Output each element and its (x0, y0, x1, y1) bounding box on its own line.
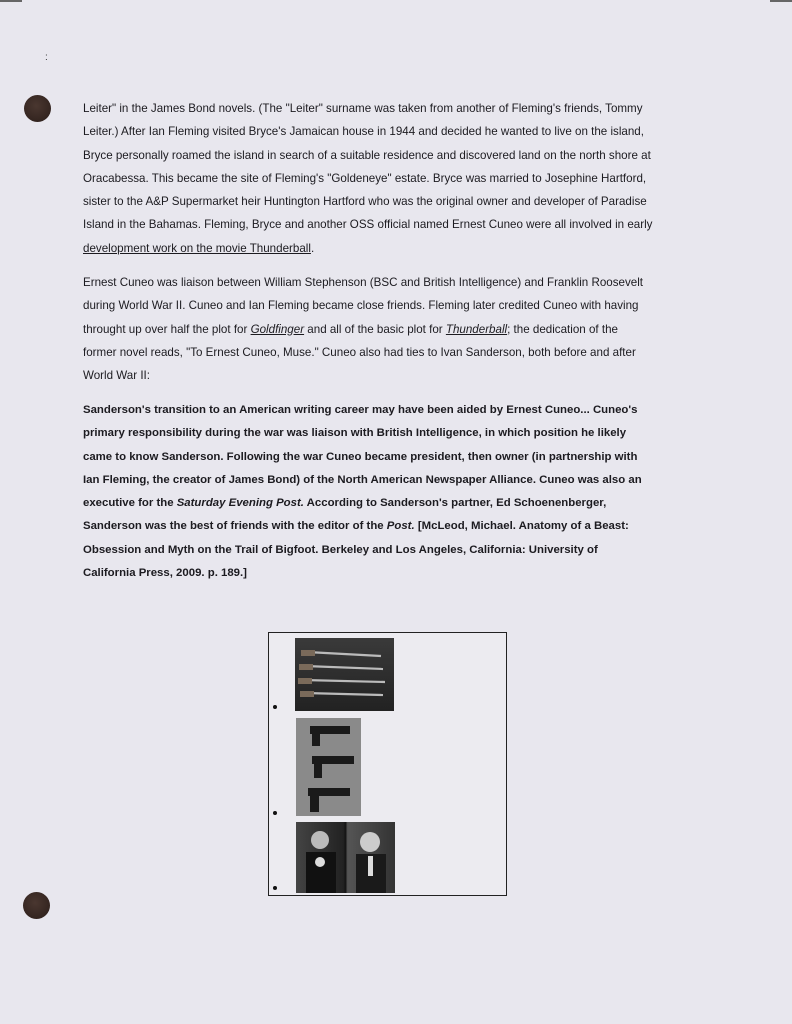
text-emphasis: Post. (386, 520, 415, 533)
text-line (83, 190, 703, 213)
text-run: Island in the Bahamas. Fleming, Bryce and another OSS official named Ernest Cuneo were all involved in early (83, 218, 653, 232)
text-emphasis: development work on the movie Thunderball (83, 241, 311, 255)
scan-edge-line (0, 0, 22, 2)
punch-hole-bottom (23, 892, 50, 919)
text-run: World War II: (83, 369, 150, 383)
text-line (83, 167, 703, 190)
bullet (273, 886, 277, 890)
text-line (83, 237, 703, 260)
scan-edge-line (770, 0, 792, 2)
pistols-drawing (296, 718, 361, 816)
text-line (83, 515, 703, 538)
text-emphasis: Thunderball (445, 322, 508, 336)
text-line (83, 213, 703, 236)
text-line (83, 399, 703, 422)
text-line (83, 562, 703, 585)
paragraph-bryce (83, 97, 703, 260)
text-run: primary responsibility during the war was liaison with British Intelligence, in which position he likely (83, 427, 627, 440)
text-run: Obsession and Myth on the Trail of Bigfoot. Berkeley and Los Angeles, California: University of (83, 543, 598, 556)
text-run: former novel reads, "To Ernest Cuneo, Muse." Cuneo also had ties to Ivan Sanderson, both before and after (83, 345, 636, 359)
text-run: executive for the (83, 497, 177, 510)
text-emphasis: Goldfinger (250, 322, 305, 336)
text-run: Ernest Cuneo was liaison between William Stephenson (BSC and British Intelligence) and Franklin Roosevelt (83, 276, 644, 289)
text-line (83, 364, 703, 387)
text-line (83, 294, 703, 317)
text-run: Bryce personally roamed the island in search of a suitable residence and discovered land on the north shore at (83, 148, 651, 162)
text-run: during World War II. Cuneo and Ian Fleming became close friends. Fleming later credited Cuneo with having (83, 299, 639, 313)
text-run: Sanderson's transition to an American writing career may have been aided by Ernest Cuneo... Cuneo's (83, 404, 638, 416)
film-still-photo (296, 822, 395, 893)
block-quote-sanderson (83, 399, 703, 585)
text-run: Ian Fleming, the creator of James Bond) of the North American Newspaper Alliance. Cuneo was also an (83, 473, 642, 486)
text-run: ; the dedication of the (507, 322, 618, 336)
image-figure (268, 632, 507, 896)
bullet (273, 811, 277, 815)
text-line (83, 492, 703, 515)
text-run: came to know Sanderson. Following the war Cuneo became president, then owner (in partnership with (83, 450, 638, 463)
bullet (273, 705, 277, 709)
text-run: Leiter.) After Ian Fleming visited Bryce's Jamaican house in 1944 and decided he wanted to live on the island, (83, 125, 644, 139)
text-run: Oracabessa. This became the site of Fleming's "Goldeneye" estate. Bryce was married to Josephine Hartford, (83, 171, 647, 185)
text-line (83, 469, 703, 492)
text-run: Leiter" in the James Bond novels. (The "Leiter" surname was taken from another of Fleming's friends, Tommy (83, 102, 643, 115)
paragraph-cuneo (83, 271, 703, 387)
text-run: and all of the basic plot for (304, 322, 446, 336)
text-line (83, 318, 703, 341)
text-emphasis: Saturday Evening Post. (176, 497, 304, 510)
text-line (83, 120, 703, 143)
text-run: Sanderson was the best of friends with the editor of the (83, 520, 387, 533)
film-still-drawing (296, 822, 395, 893)
text-line (83, 422, 703, 445)
punch-hole-top (24, 95, 51, 122)
text-line (83, 341, 703, 364)
header-mark: : (45, 52, 48, 63)
text-run: throught up over half the plot for (83, 322, 251, 336)
rifles-drawing (295, 638, 394, 711)
text-run: sister to the A&P Supermarket heir Huntington Hartford who was the original owner and developer of Paradise (83, 195, 647, 209)
text-line (83, 446, 703, 469)
pistols-photo (296, 718, 361, 816)
text-run: According to Sanderson's partner, Ed Schoenenberger, (303, 497, 607, 510)
text-line (83, 271, 703, 294)
rifles-photo (295, 638, 394, 711)
text-run: [McLeod, Michael. Anatomy of a Beast: (414, 520, 629, 533)
text-line (83, 144, 703, 167)
text-line (83, 539, 703, 562)
text-run: . (310, 241, 315, 255)
text-line (83, 97, 703, 120)
text-run: California Press, 2009. p. 189.] (83, 567, 247, 580)
